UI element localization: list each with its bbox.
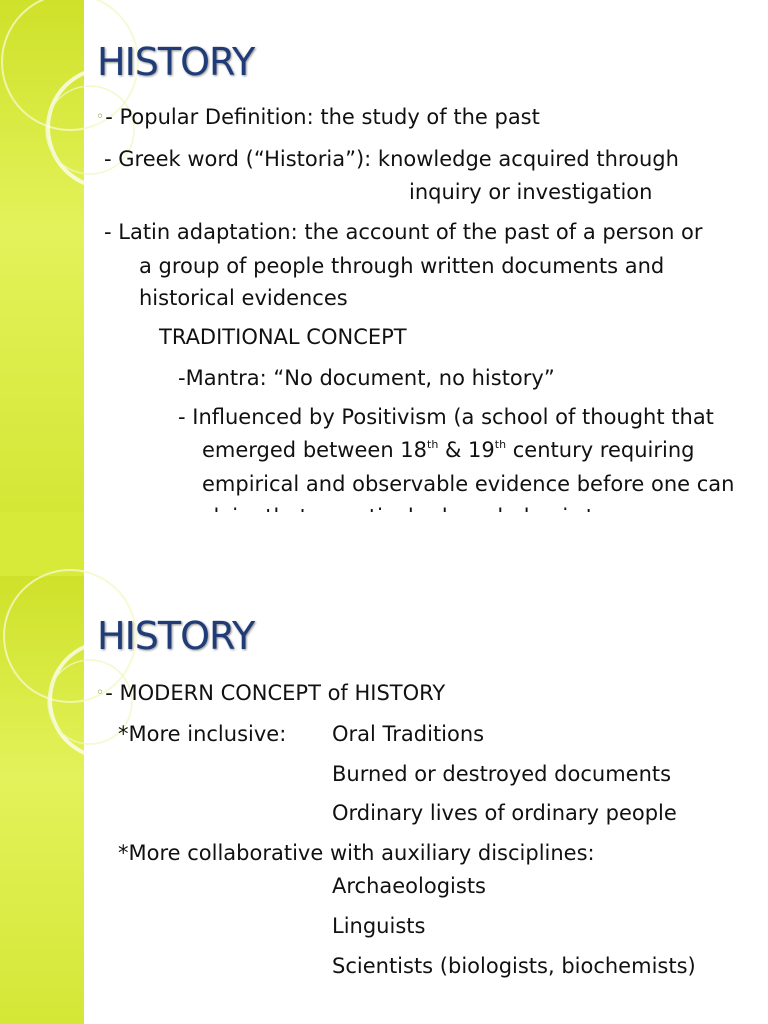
positivism-line: - Influenced by Positivism (a school of thought that [178, 405, 714, 429]
slide-title: HISTORY [97, 40, 255, 84]
bullet-icon: ◦ [96, 109, 105, 125]
positivism-empirical: empirical and observable evidence before one can [202, 472, 735, 496]
mantra-line: -Mantra: “No document, no history” [178, 366, 555, 390]
modern-concept-heading: ◦- MODERN CONCEPT of HISTORY [96, 681, 446, 705]
slide-2 [0, 576, 768, 1024]
decorative-sidebar [0, 576, 84, 1024]
definition-latin: - Latin adaptation: the account of the past of a person or [104, 220, 703, 244]
discipline-item: Linguists [332, 914, 426, 938]
slide-title: HISTORY [97, 614, 255, 658]
more-inclusive-label: *More inclusive: [118, 722, 287, 746]
definition-greek: - Greek word (“Historia”): knowledge acquired through [104, 147, 679, 171]
inclusive-item: Burned or destroyed documents [332, 762, 672, 786]
more-collaborative-label: *More collaborative with auxiliary disciplines: [118, 841, 595, 865]
inclusive-item: Ordinary lives of ordinary people [332, 801, 677, 825]
discipline-item: Archaeologists [332, 874, 486, 898]
positivism-emerged: emerged between 18th & 19th century requiring [202, 438, 695, 462]
definition-popular: ◦- Popular Definition: the study of the past [96, 105, 540, 129]
decorative-sidebar [0, 0, 84, 512]
traditional-concept-heading: TRADITIONAL CONCEPT [159, 325, 407, 349]
definition-latin-continued: a group of people through written documents and [139, 254, 665, 278]
discipline-item: Scientists (biologists, biochemists) [332, 954, 696, 978]
decorative-circles [0, 0, 84, 512]
slide-gap [0, 512, 768, 576]
definition-greek-continued: inquiry or investigation [409, 180, 653, 204]
definition-latin-end: historical evidences [139, 286, 348, 310]
decorative-circles [0, 576, 84, 1024]
bullet-icon: ◦ [96, 685, 105, 701]
inclusive-item: Oral Traditions [332, 722, 485, 746]
